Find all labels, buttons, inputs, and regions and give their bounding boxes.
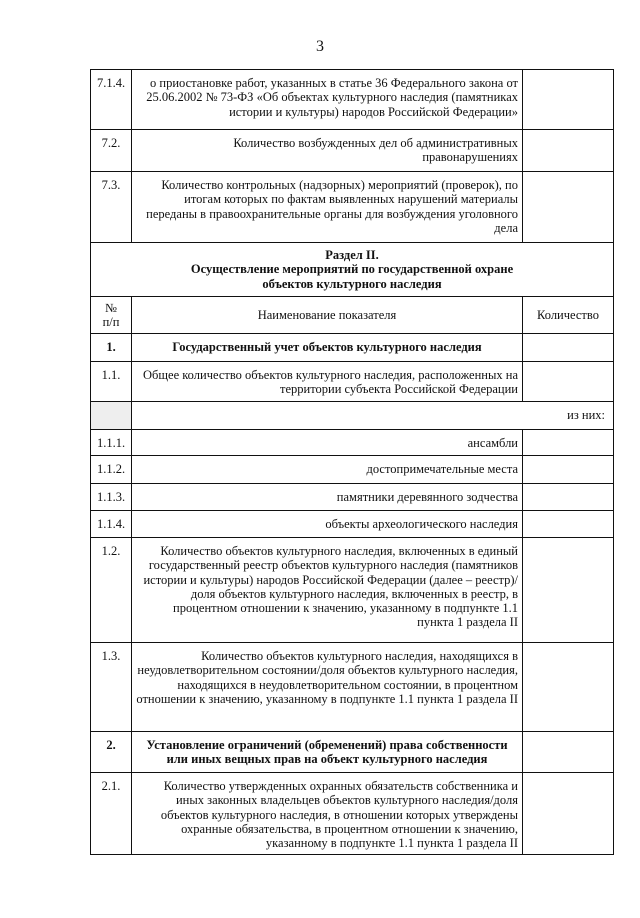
row-number: 1.2. [91,538,132,643]
value-cell [523,456,614,484]
value-cell [523,511,614,538]
row-number: 7.1.4. [91,70,132,130]
row-text: Количество объектов культурного наследия, находящихся в неудовлетворительном состоянии/доля объектов культурного наследия, находящихся в неудовлетворительном состоянии, в процентном отношении к значению, указанному в подпункте 1.1 пункта 1 раздела II [132,643,523,732]
of-them-label: из них: [132,402,614,430]
section-name: Осуществление мероприятий по государственной охране объектов культурного наследия [190,262,514,291]
value-cell [523,773,614,855]
table-row [91,773,614,855]
value-cell [523,538,614,643]
empty-cell [91,402,132,430]
row-text: достопримечательные места [132,456,523,484]
row-text: Установление ограничений (обременений) права собственности или иных вещных прав на объект культурного наследия [132,732,523,773]
header-quantity: Количество [523,297,614,334]
group-row [91,334,614,362]
value-cell [523,362,614,402]
row-number: 1.1.3. [91,484,132,511]
value-cell [523,430,614,456]
row-number: 1.1.4. [91,511,132,538]
row-text: Количество утвержденных охранных обязательств собственника и иных законных владельцев объектов культурного наследия/доля объектов культурного наследия, в отношении которых утверждены охранные обязательства, в процентном отношении к значению, указанному в подпункте 1.1 пункта 1 раздела II [132,773,523,855]
section-number: Раздел II. [325,248,379,262]
table-row [91,430,614,456]
row-number: 1.3. [91,643,132,732]
row-text: Количество объектов культурного наследия, включенных в единый государственный реестр объектов культурного наследия (памятников истории и культуры) народов Российской Федерации (далее – реестр)/доля объектов культурного наследия, включенных в реестр, в процентном отношении к значению, указанному в подпункте 1.1 пункта 1 раздела II [132,538,523,643]
row-number: 1.1.2. [91,456,132,484]
row-text: Количество контрольных (надзорных) мероприятий (проверок), по итогам которых по фактам выявленных нарушений материалы переданы в правоохранительные органы для возбуждения уголовного дела [132,172,523,243]
row-text: о приостановке работ, указанных в статье 36 Федерального закона от 25.06.2002 № 73-ФЗ «Об объектах культурного наследия (памятниках истории и культуры) народов Российской Федерации» [132,70,523,130]
row-number: 2. [91,732,132,773]
row-text: Государственный учет объектов культурного наследия [132,334,523,362]
header-row [91,297,614,334]
row-number: 1.1.1. [91,430,132,456]
table-row [91,70,614,130]
indicators-table [90,69,614,855]
value-cell [523,334,614,362]
header-name: Наименование показателя [132,297,523,334]
page-number: 3 [316,38,324,55]
row-number: 1. [91,334,132,362]
table-row [91,456,614,484]
table-row [91,130,614,172]
section-title [91,243,614,297]
section-row [91,243,614,297]
row-text: памятники деревянного зодчества [132,484,523,511]
header-number: № п/п [91,297,132,334]
table-row [91,538,614,643]
row-text: ансамбли [132,430,523,456]
value-cell [523,732,614,773]
table-row [91,511,614,538]
row-number: 7.3. [91,172,132,243]
row-number: 1.1. [91,362,132,402]
value-cell [523,643,614,732]
value-cell [523,172,614,243]
row-number: 2.1. [91,773,132,855]
table-row [91,402,614,430]
value-cell [523,130,614,172]
row-number: 7.2. [91,130,132,172]
value-cell [523,484,614,511]
table-row [91,172,614,243]
value-cell [523,70,614,130]
group-row [91,732,614,773]
row-text: Количество возбужденных дел об административных правонарушениях [132,130,523,172]
row-text: объекты археологического наследия [132,511,523,538]
table-row [91,362,614,402]
table-row [91,643,614,732]
row-text: Общее количество объектов культурного наследия, расположенных на территории субъекта Российской Федерации [132,362,523,402]
table-row [91,484,614,511]
